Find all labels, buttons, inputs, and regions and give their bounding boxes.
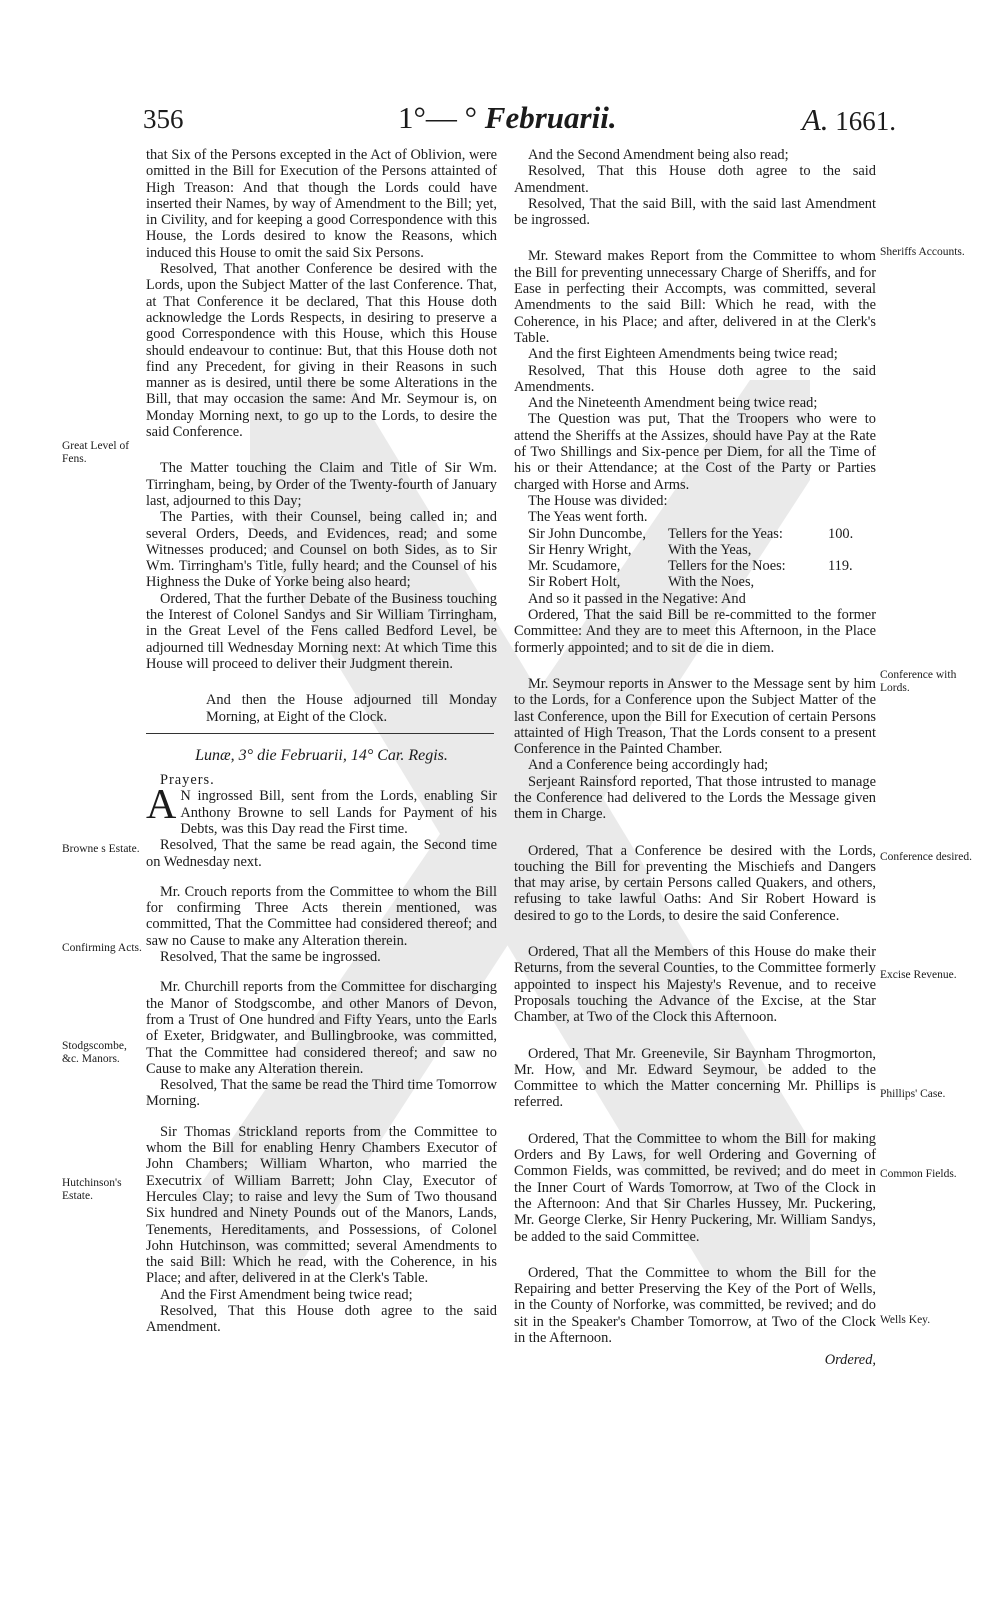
paragraph: Ordered, That all the Members of this House do make their Returns, from the several Counties, to the Committee formerly appointed to inspect his Majesty's Revenue, and to receive Proposals touching the Advance of the Excise, at the Star Chamber, at Two of the Clock this Afternoon. (514, 944, 876, 1026)
teller-count: 100. (828, 525, 854, 542)
teller-name: Sir Robert Holt, (528, 574, 621, 591)
paragraph: Resolved, That the same be ingrossed. (160, 949, 381, 966)
paragraph: Ordered, That the said Bill be re-committed to the former Committee: And they are to meet this Afternoon, in the Place formerly appointed; and to sit de die in diem. (514, 607, 876, 656)
margin-note-browne: Browne s Estate. (62, 843, 140, 855)
paragraph: Mr. Seymour reports in Answer to the Message sent by him to the Lords, for a Conference upon the Subject Matter of the last Conference, upon the Bill for Execution of certain Persons attainted of High Treason, That the Lords consent to a present Conference in the Painted Chamber. (514, 675, 876, 758)
paragraph: Resolved, That the same be read the Third time Tomorrow Morning. (146, 1077, 497, 1110)
paragraph: Resolved, That the said Bill, with the said last Amendment be ingrossed. (514, 195, 876, 229)
paragraph: Resolved, That the same be read again, the Second time on Wednesday next. (146, 837, 497, 870)
teller-name: Sir Henry Wright, (528, 541, 632, 558)
paragraph: Mr. Steward makes Report from the Committee to whom the Bill for preventing unnecessary Charge of Sheriffs, and for Ease in perfecting their Accompts, was committed, several Amendments to the said Bill: Which he read, with the Coherence, in his Place; and after, delivered in at the Clerk's Table. (514, 248, 876, 346)
section-divider (146, 733, 494, 734)
paragraph: The Question was put, That the Troopers who were to attend the Sheriffs at the Assizes, should have Pay at the Rate of Two Shillings and Six-pence per Diem, for all the Time of his or their Attendance; at the Cost of the Party or Parties charged with Horse and Arms. (514, 411, 876, 493)
paragraph: The House was divided: (528, 492, 668, 509)
margin-note-common-fields: Common Fields. (880, 1168, 957, 1180)
paragraph: that Six of the Persons excepted in the Act of Oblivion, were omitted in the Bill for Execution of the Persons attainted of High Treason: And that though the Lords could have inserted their Names, by way of Amendment to the Bill; yet, in Civility, and for keeping a good Correspondence with this House, the Lords desired to know the Reasons, which induced this House to omit the said Six Persons. (146, 147, 497, 261)
page-header (138, 100, 898, 140)
page-date (398, 100, 617, 136)
right-column (514, 147, 876, 1369)
paragraph: The Parties, with their Counsel, being called in; and several Orders, Deeds, and Evidences, read; and some Witnesses produced; and Counsel on both Sides, as to Sir Wm. Tirringham's Title, fully heard; and the Counsel of his Highness the Duke of Yorke being also heard; (146, 509, 497, 591)
paragraph: Resolved, That another Conference be desired with the Lords, upon the Subject Matter of the last Conference. That, at That Conference it be declared, That this House doth acknowledge the Lords Respects, in desiring to preserve a good Correspondence with this House, which this House should endeavour to continue: But, that this House doth not find any Precedent, for giving in their Reasons in such manner as is desired, until there be some Alterations in the Bill, that may occasion the same: And Mr. Seymour is, on Monday Morning next, to go up to the Lords, to desire the said Conference. (146, 261, 497, 441)
date-day: 1°— ° (398, 100, 478, 135)
paragraph: And the Nineteenth Amendment being twice read; (528, 395, 818, 412)
paragraph (146, 782, 497, 837)
teller-role: Tellers for the Yeas: (668, 525, 783, 542)
date-month: Februarii. (484, 100, 617, 135)
margin-note-hutchinson: Hutchinson's Estate. (62, 1177, 122, 1202)
margin-note-great-level: Great Level of Fens. (62, 440, 130, 465)
margin-note-confirming: Confirming Acts. (62, 942, 142, 954)
paragraph: The Yeas went forth. (528, 509, 648, 526)
teller-count: 119. (828, 558, 853, 575)
year-prefix: A. (801, 102, 829, 137)
day-heading: Lunæ, 3° die Februarii, 14° Car. Regis. (195, 746, 448, 764)
paragraph: Serjeant Rainsford reported, That those intrusted to manage the Conference had delivered to the Lords the Message given them in Charge. (514, 773, 876, 823)
paragraph: And a Conference being accordingly had; (528, 757, 769, 774)
paragraph: Ordered, That the Committee to whom the Bill for the Repairing and better Preserving the Key of the Port of Wells, in the County of Norforke, was committed, be revived; and do sit in the Speaker's Chamber Tomorrow, at Two of the Clock in the Afternoon. (514, 1264, 876, 1346)
paragraph: And the first Eighteen Amendments being twice read; (528, 346, 838, 363)
page-year (802, 102, 896, 138)
paragraph: And the First Amendment being twice read; (160, 1286, 413, 1303)
paragraph: Ordered, That a Conference be desired with the Lords, touching the Bill for preventing the Mischiefs and Dangers that may arise, by certain Persons called Quakers, and others, refusing to take lawful Oaths: And Sir Robert Howard is desired to go to the Lords, to desire the said Conference. (514, 842, 876, 924)
margin-note-conference-desired: Conference desired. (880, 851, 972, 863)
year-value: 1661. (835, 106, 896, 136)
paragraph: The Matter touching the Claim and Title of Sir Wm. Tirringham, being, by Order of the Twenty-fourth of January last, adjourned to this Day; (146, 460, 497, 509)
paragraph: Resolved, That this House doth agree to the said Amendment. (146, 1303, 497, 1336)
paragraph: And the Second Amendment being also read; (528, 147, 789, 163)
teller-role: Tellers for the Noes: (668, 558, 786, 575)
page-number: 356 (143, 104, 184, 134)
margin-note-sheriffs: Sheriffs Accounts. (880, 246, 965, 258)
margin-note-phillips: Phillips' Case. (880, 1088, 946, 1100)
paragraph: Mr. Crouch reports from the Committee to whom the Bill for confirming Three Acts therein mentioned, was committed, That the Committee had considered thereof; and saw no Cause to make any Alteration therein. (146, 883, 497, 949)
prayers-heading: Prayers. (160, 772, 215, 789)
margin-note-conference-lords: Conference with Lords. (880, 669, 957, 694)
adjournment-note: And then the House adjourned till Monday Morning, at Eight of the Clock. (206, 692, 497, 725)
margin-note-wells-key: Wells Key. (880, 1314, 931, 1326)
teller-row (528, 574, 876, 590)
paragraph: Ordered, That the further Debate of the Business touching the Interest of Colonel Sandys and Sir William Tirringham, in the Great Level of the Fens called Bedford Level, be adjourned till Wednesday Morning next: At which Time this House will proceed to deliver their Judgment therein. (146, 590, 497, 672)
drop-cap: A (146, 782, 177, 829)
paragraph: Ordered, That Mr. Greenevile, Sir Baynham Throgmorton, Mr. How, and Mr. Edward Seymour, be added to the Committee to which the Matter concerning Mr. Phillips is referred. (514, 1045, 876, 1111)
paragraph: Resolved, That this House doth agree to the said Amendment. (514, 163, 876, 196)
teller-row (528, 558, 876, 574)
paragraph: Ordered, That the Committee to whom the Bill for making Orders and By Laws, for well Ordering and Governing of Common Fields, was committed, be revived; and do meet in the Inner Court of Wards Tomorrow, at Two of the Clock in the Afternoon: And that Sir Charles Hussey, Mr. Puckering, Mr. George Clerke, Sir Henry Puckering, Mr. William Sandys, be added to the said Committee. (514, 1130, 876, 1245)
paragraph: Mr. Churchill reports from the Committee for discharging the Manor of Stodgscombe, and other Manors of Devon, from a Trust of One hundred and Fifty Years, unto the Earls of Exeter, Bridgwater, and Bullingbrooke, was committed, That the Committee had considered thereof; and saw no Cause to make any Alteration therein. (146, 979, 497, 1077)
paragraph: Sir Thomas Strickland reports from the Committee to whom the Bill for enabling Henry Chambers Executor of John Chambers; William Wharton, who married the Executrix of William Barrett; John Clay, Executor of Hercules Clay; to raise and levy the Sum of Two thousand Six hundred and Ninety Pounds out of the Manors, Lands, Tenements, Hereditaments, and Possessions, of Colonel John Hutchinson, was committed; several Amendments to the said Bill: Which he read, with the Coherence, in his Place; and after, delivered in at the Clerk's Table. (146, 1123, 497, 1287)
margin-note-stodgscombe: Stodgscombe, &c. Manors. (62, 1040, 127, 1065)
teller-name: Mr. Scudamore, (528, 558, 621, 575)
teller-name: Sir John Duncombe, (528, 525, 646, 542)
catchword: Ordered, (824, 1352, 876, 1369)
tellers-table (528, 526, 876, 591)
paragraph: And so it passed in the Negative: And (528, 590, 746, 607)
teller-row (528, 542, 876, 558)
left-column (146, 147, 497, 1336)
paragraph-text: N ingrossed Bill, sent from the Lords, enabling Sir Anthony Browne to sell Lands for Payment of his Debts, was this Day read the First time. (180, 788, 497, 837)
margin-note-excise: Excise Revenue. (880, 969, 957, 981)
teller-role: With the Noes, (668, 574, 755, 591)
paragraph: Resolved, That this House doth agree to the said Amendments. (514, 362, 876, 395)
teller-role: With the Yeas, (668, 541, 752, 558)
teller-row (528, 526, 876, 542)
